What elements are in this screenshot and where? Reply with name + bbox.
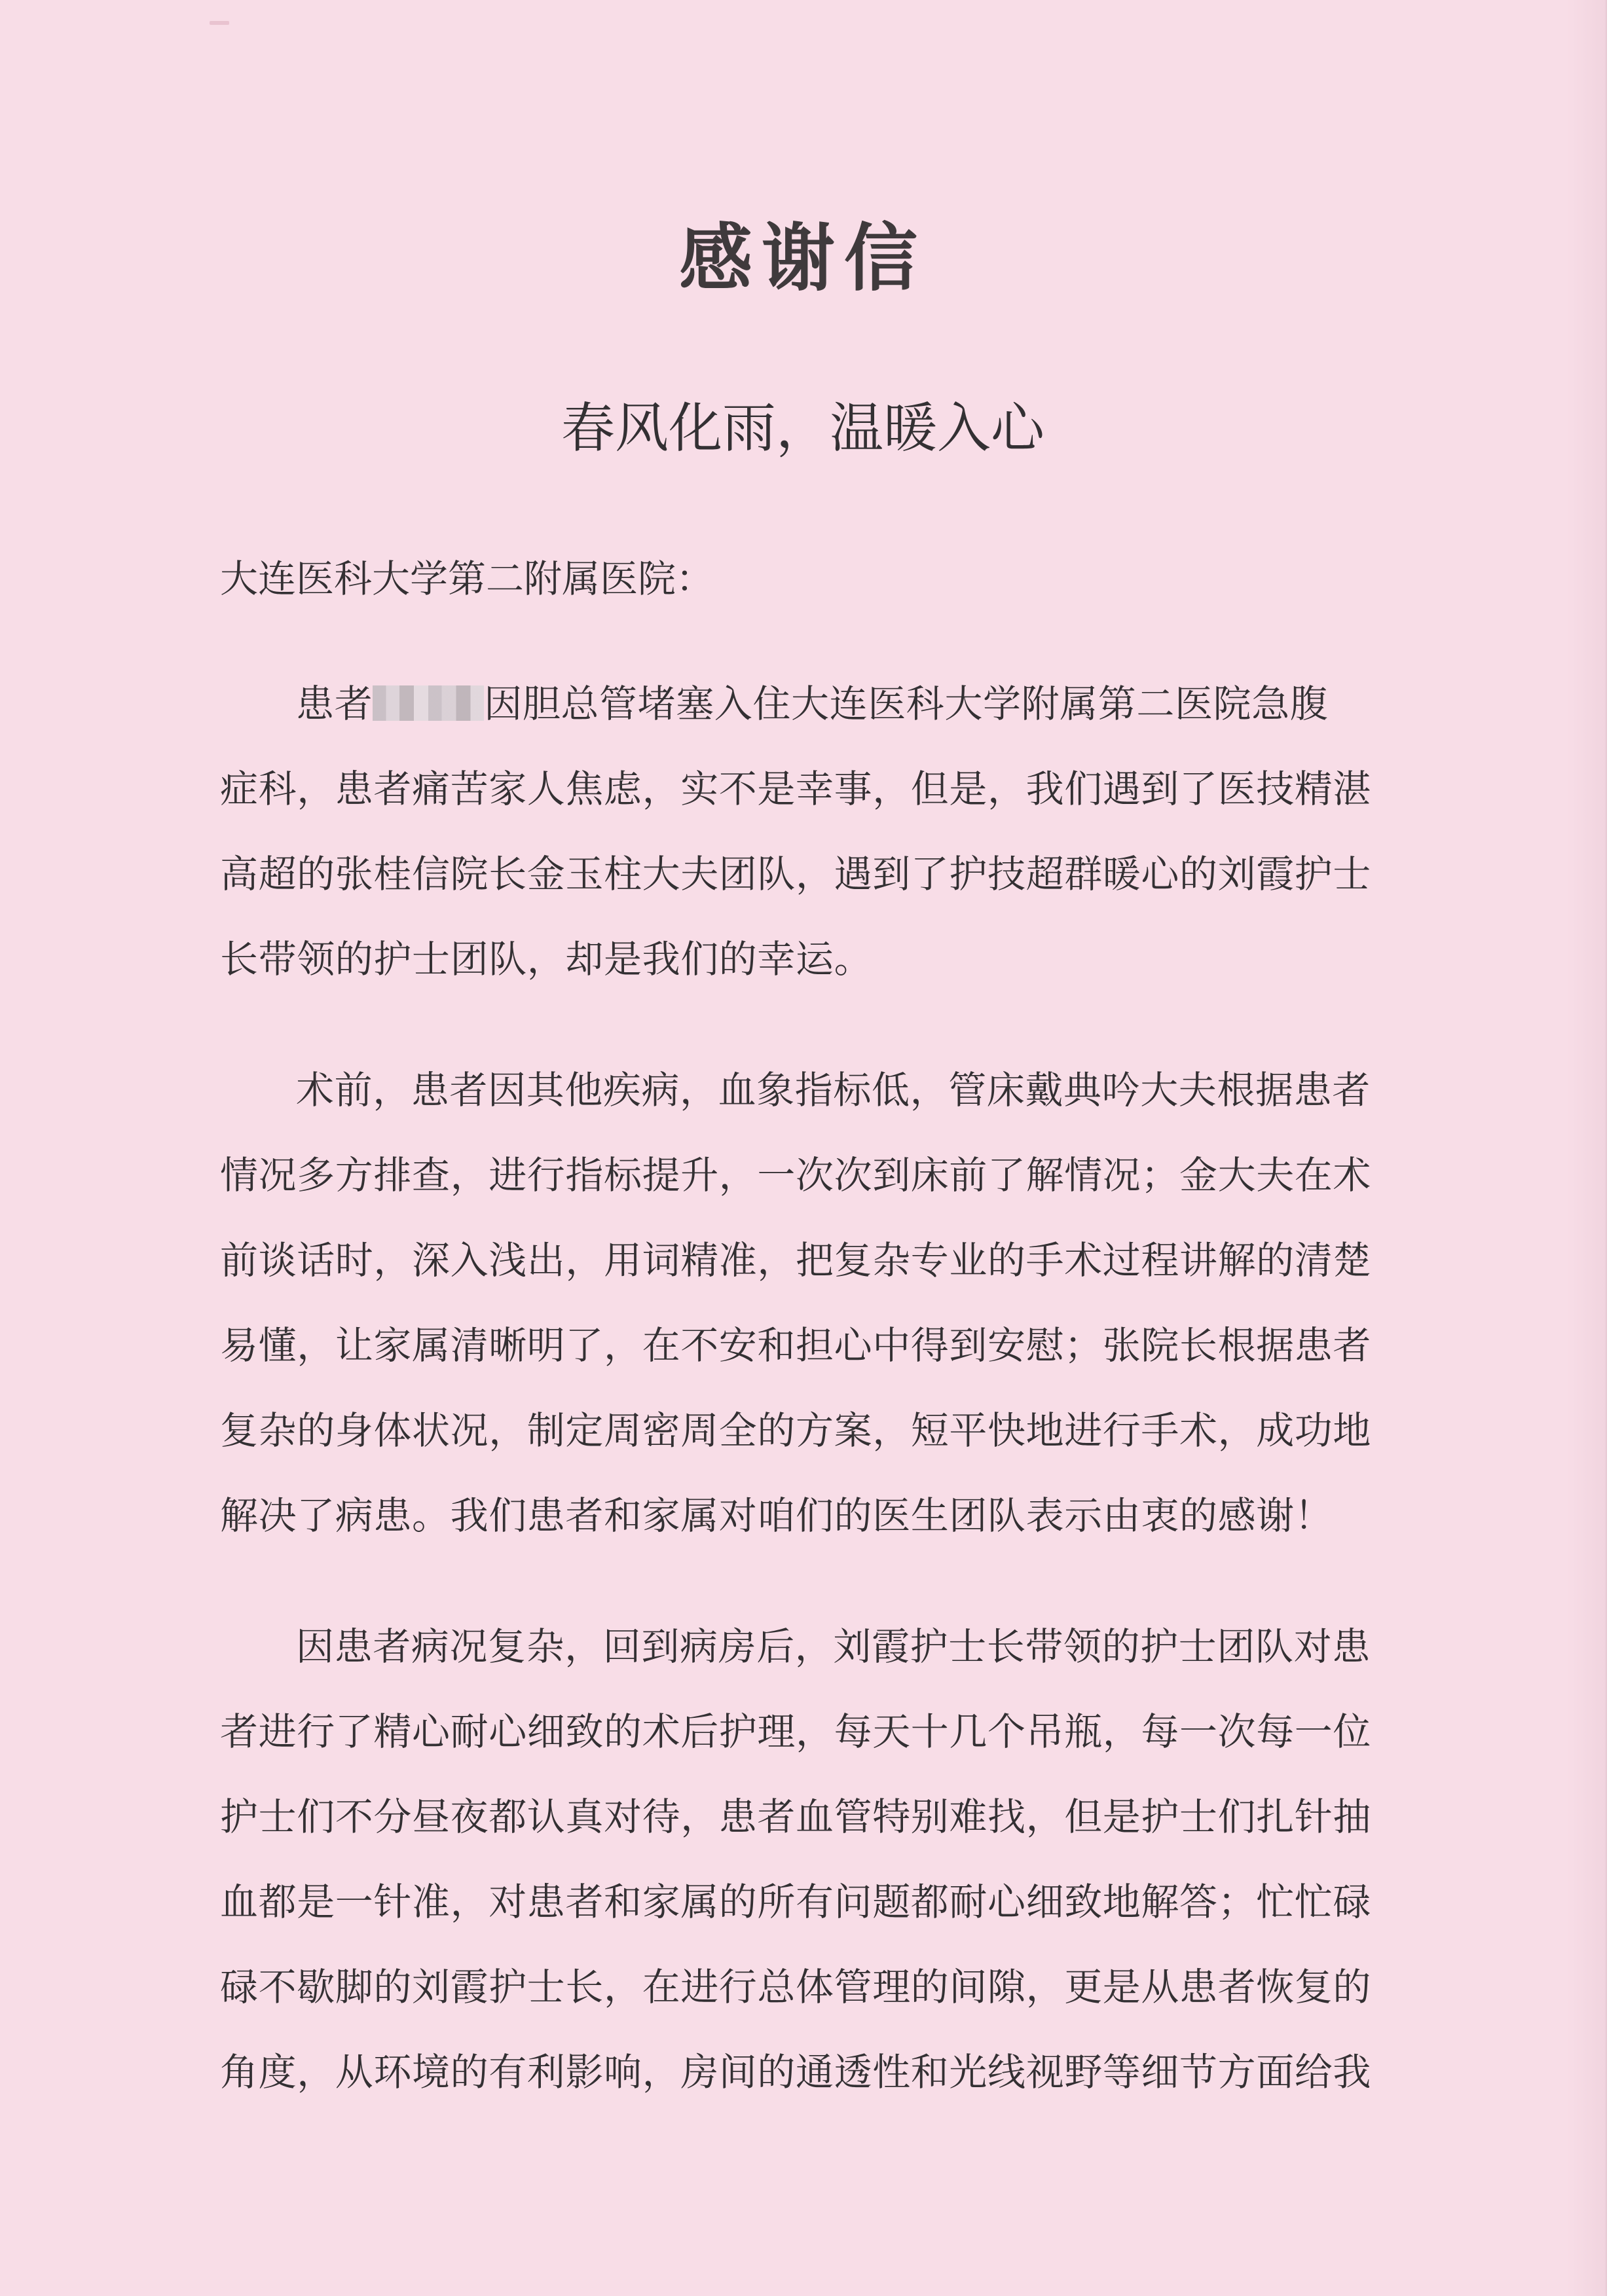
paragraph-1-line-1: [220, 661, 1359, 746]
redacted-patient-name: [373, 685, 484, 721]
paragraph-3: [220, 1604, 1372, 2115]
paragraph-1-line-1-start: 患者: [296, 682, 373, 726]
letter-title: 感谢信: [679, 215, 927, 301]
paragraph-3-line-3: 护士们不分昼夜都认真对待，患者血管特别难找，但是护士们扎针抽: [220, 1795, 1372, 1839]
paragraph-1-line-1-end: 因胆总管堵塞入住大连医科大学附属第二医院急腹: [484, 682, 1329, 726]
salutation: 大连医科大学第二附属医院：: [220, 556, 714, 601]
paragraph-1: [220, 661, 1372, 1002]
paragraph-2-line-5: 复杂的身体状况，制定周密周全的方案，短平快地进行手术，成功地: [220, 1408, 1372, 1453]
paper-mark: [210, 21, 229, 25]
paragraph-3-line-5: 碌不歇脚的刘霞护士长，在进行总体管理的间隙，更是从患者恢复的: [220, 1965, 1372, 2009]
paragraph-3-line-6: 角度，从环境的有利影响，房间的通透性和光线视野等细节方面给我: [220, 2050, 1372, 2094]
paragraph-2-line-2: 情况多方排查，进行指标提升，一次次到床前了解情况；金大夫在术: [220, 1153, 1372, 1197]
paragraph-3-line-1: 因患者病况复杂，回到病房后，刘霞护士长带领的护士团队对患: [296, 1624, 1371, 1669]
paragraph-3-line-4: 血都是一针准，对患者和家属的所有问题都耐心细致地解答；忙忙碌: [220, 1880, 1372, 1924]
paragraph-2: [220, 1048, 1372, 1558]
letter-subtitle: 春风化雨，温暖入心: [561, 397, 1044, 460]
paragraph-2-line-3: 前谈话时，深入浅出，用词精准，把复杂专业的手术过程讲解的清楚: [220, 1238, 1372, 1283]
paragraph-1-line-4: 长带领的护士团队，却是我们的幸运。: [220, 937, 873, 981]
paragraph-2-line-4: 易懂，让家属清晰明了，在不安和担心中得到安慰；张院长根据患者: [220, 1323, 1372, 1368]
paragraph-1-line-2: 症科，患者痛苦家人焦虑，实不是幸事，但是，我们遇到了医技精湛: [220, 767, 1372, 811]
paragraph-2-line-6: 解决了病患。我们患者和家属对咱们的医生团队表示由衷的感谢！: [220, 1493, 1333, 1538]
paragraph-2-line-1: 术前，患者因其他疾病，血象指标低，管床戴典吟大夫根据患者: [296, 1068, 1371, 1112]
paragraph-3-line-2: 者进行了精心耐心细致的术后护理，每天十几个吊瓶，每一次每一位: [220, 1709, 1372, 1754]
paragraph-1-line-3: 高超的张桂信院长金玉柱大夫团队，遇到了护技超群暖心的刘霞护士: [220, 852, 1372, 896]
